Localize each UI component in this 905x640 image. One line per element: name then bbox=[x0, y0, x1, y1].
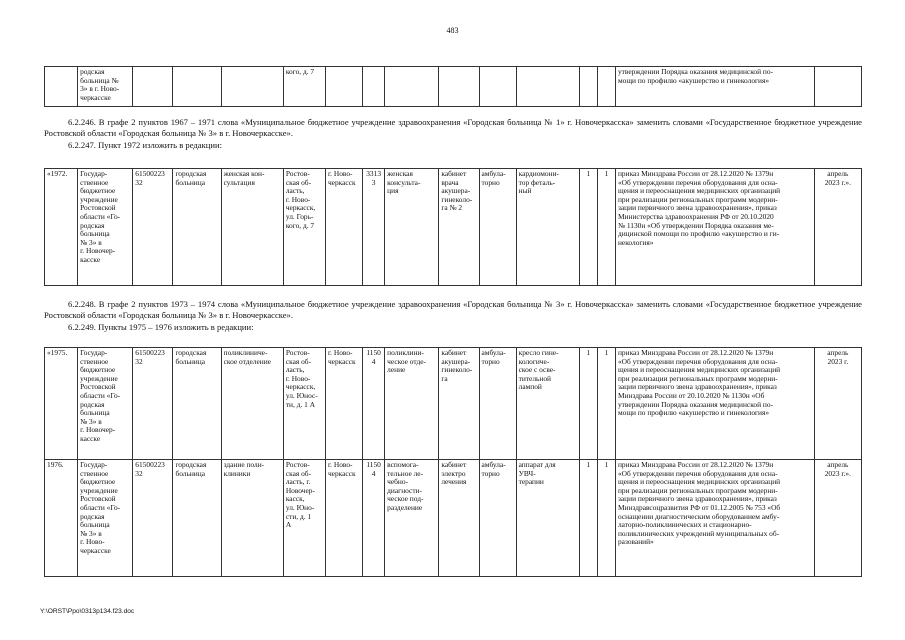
cell-city bbox=[325, 67, 362, 107]
cell-equipment: кардиомони- тор феталь- ный bbox=[516, 169, 579, 286]
cell-address: кого, д. 7 bbox=[283, 67, 325, 107]
cell-mode: амбула- торно bbox=[479, 348, 516, 460]
cell-city: г. Ново- черкасск bbox=[325, 460, 362, 577]
cell-subdivision bbox=[221, 67, 283, 107]
cell-equipment: кресло гине- кологиче- ское с осве- тительной лампой bbox=[516, 348, 579, 460]
cell-org-type: городская больница bbox=[173, 348, 221, 460]
cell-institution: Государ- ственное бюджетное учреждение Ростовской области «Го- родская больница № 3» в г. Новочер- касске bbox=[78, 169, 133, 286]
cell-address: Ростов- ская об- ласть, г. Новочер- касск, ул. Юно- сти, д. 1 А bbox=[283, 460, 325, 577]
cell-institution: Государ- ственное бюджетное учреждение Ростовской области «Го- родская больница № 3» в г. Новочер- касске bbox=[78, 348, 133, 460]
cell-quantity-available: 1 bbox=[597, 460, 615, 577]
cell-department: поликлини- ческое отде- ление bbox=[385, 348, 439, 460]
cell-institution: Государ- ственное бюджетное учреждение Ростовской области «Го- родская больница № 3» в г. Ново- черкасске bbox=[78, 460, 133, 577]
cell-legal-basis: приказ Минздрава России от 28.12.2020 № 1379н «Об утверждении перечня оборудования для осна- щения и переоснащения медицинских организаций при реализации региональных программ модерни- зации первичного звена здравоохранения», приказ Министерства здравоохранения РФ от 20.10.2020 № 1130н «Об утверждении Порядка оказания ме- дицинской помощи по профилю «акушерство и ги- некология» bbox=[615, 169, 814, 286]
cell-address: Ростов- ская об- ласть, г. Ново- черкасск, ул. Горь- кого, д. 7 bbox=[283, 169, 325, 286]
cell-code: 61500223 32 bbox=[133, 348, 173, 460]
table-top bbox=[44, 66, 862, 107]
cell-code: 61500223 32 bbox=[133, 169, 173, 286]
table-row bbox=[45, 67, 862, 107]
cell-okato: 11504 bbox=[363, 460, 385, 577]
paragraph-6-2-247: 6.2.247. Пункт 1972 изложить в редакции: bbox=[68, 140, 222, 150]
paragraph-6-2-246: 6.2.246. В графе 2 пунктов 1967 – 1971 слова «Муниципальное бюджетное учреждение здравоохранения «Городская больница № 1» г. Новочеркасска» заменить словами «Государственное бюджетное учреждение Ростовской области «Городская больница № 3» в г. Новочеркасске». bbox=[44, 117, 862, 139]
cell-deadline: апрель 2023 г. bbox=[814, 348, 861, 460]
cell-mode: амбула- торно bbox=[479, 460, 516, 577]
file-path-footer: Y:\ORST\Ppo\0313p134.f23.doc bbox=[40, 608, 135, 615]
cell-department bbox=[385, 67, 439, 107]
cell-item-number: «1975. bbox=[45, 348, 78, 460]
cell-okato: 33133 bbox=[363, 169, 385, 286]
cell-legal-basis: утверждении Порядка оказания медицинской по- мощи по профилю «акушерство и гинекология» bbox=[615, 67, 814, 107]
cell-deadline: апрель 2023 г.». bbox=[814, 460, 861, 577]
cell-quantity: 1 bbox=[579, 169, 597, 286]
cell-room: кабинет врача акушера- гинеколо- га № 2 bbox=[439, 169, 479, 286]
cell-equipment: аппарат для УВЧ- терапии bbox=[516, 460, 579, 577]
cell-quantity bbox=[579, 67, 597, 107]
cell-quantity: 1 bbox=[579, 348, 597, 460]
cell-equipment bbox=[516, 67, 579, 107]
cell-code bbox=[133, 67, 173, 107]
cell-subdivision: поликлиниче- ское отделение bbox=[221, 348, 283, 460]
cell-city: г. Ново- черкасск bbox=[325, 348, 362, 460]
cell-item-number bbox=[45, 67, 78, 107]
cell-room bbox=[439, 67, 479, 107]
table-row bbox=[45, 169, 862, 286]
cell-mode bbox=[479, 67, 516, 107]
cell-subdivision: женская кон- сультация bbox=[221, 169, 283, 286]
cell-mode: амбула- торно bbox=[479, 169, 516, 286]
cell-quantity-available: 1 bbox=[597, 169, 615, 286]
cell-department: женская консульта- ция bbox=[385, 169, 439, 286]
cell-item-number: 1976. bbox=[45, 460, 78, 577]
cell-item-number: «1972. bbox=[45, 169, 78, 286]
cell-room: кабинет акушера- гинеколо- га bbox=[439, 348, 479, 460]
cell-department: вспомога- тельное ле- чебно- диагности- ческое под- разделение bbox=[385, 460, 439, 577]
cell-okato: 11504 bbox=[363, 348, 385, 460]
cell-room: кабинет электро лечения bbox=[439, 460, 479, 577]
cell-deadline bbox=[814, 67, 861, 107]
cell-address: Ростов- ская об- ласть, г. Ново- черкасск, ул. Юнос- ти, д. 1 А bbox=[283, 348, 325, 460]
cell-code: 61500223 32 bbox=[133, 460, 173, 577]
table-row bbox=[45, 460, 862, 577]
cell-legal-basis: приказ Минздрава России от 28.12.2020 № 1379н «Об утверждении перечня оборудования для осна- щения и переоснащения медицинских организаций при реализации региональных программ модерни- зации первичного звена здравоохранения», приказ Минздравсоцразвития РФ от 01.12.2005 № 753 «Об оснащении диагностическим оборудованием амбу- латорно-поликлинических и стационарно- поликлинических учреждений муниципальных об- разований» bbox=[615, 460, 814, 577]
cell-quantity-available: 1 bbox=[597, 348, 615, 460]
cell-subdivision: здание поли- клиники bbox=[221, 460, 283, 577]
paragraph-6-2-249: 6.2.249. Пункты 1975 – 1976 изложить в редакции: bbox=[68, 322, 254, 332]
cell-org-type: городская больница bbox=[173, 169, 221, 286]
table-row bbox=[45, 348, 862, 460]
paragraph-6-2-248: 6.2.248. В графе 2 пунктов 1973 – 1974 слова «Муниципальное бюджетное учреждение здравоохранения «Городская больница № 3» г. Новочеркасска» заменить словами «Государственное бюджетное учреждение Ростовской области «Городская больница № 3» в г. Новочеркасске». bbox=[44, 299, 862, 321]
cell-legal-basis: приказ Минздрава России от 28.12.2020 № 1379н «Об утверждении перечня оборудования для осна- щения и переоснащения медицинских организаций при реализации региональных программ модерни- зации первичного звена здравоохранения», приказ Минздрава России от 20.10.2020 № 1130н «Об утверждении Порядка оказания медицинской по- мощи по профилю «акушерство и гинекология» bbox=[615, 348, 814, 460]
cell-okato bbox=[363, 67, 385, 107]
table-item-1972 bbox=[44, 168, 862, 286]
table-items-1975-1976 bbox=[44, 347, 862, 577]
cell-deadline: апрель 2023 г.». bbox=[814, 169, 861, 286]
cell-quantity-available bbox=[597, 67, 615, 107]
cell-org-type bbox=[173, 67, 221, 107]
cell-institution: родская больница № 3» в г. Ново- черкасске bbox=[78, 67, 133, 107]
page-number: 483 bbox=[446, 26, 459, 35]
cell-quantity: 1 bbox=[579, 460, 597, 577]
cell-city: г. Ново- черкасск bbox=[325, 169, 362, 286]
cell-org-type: городская больница bbox=[173, 460, 221, 577]
